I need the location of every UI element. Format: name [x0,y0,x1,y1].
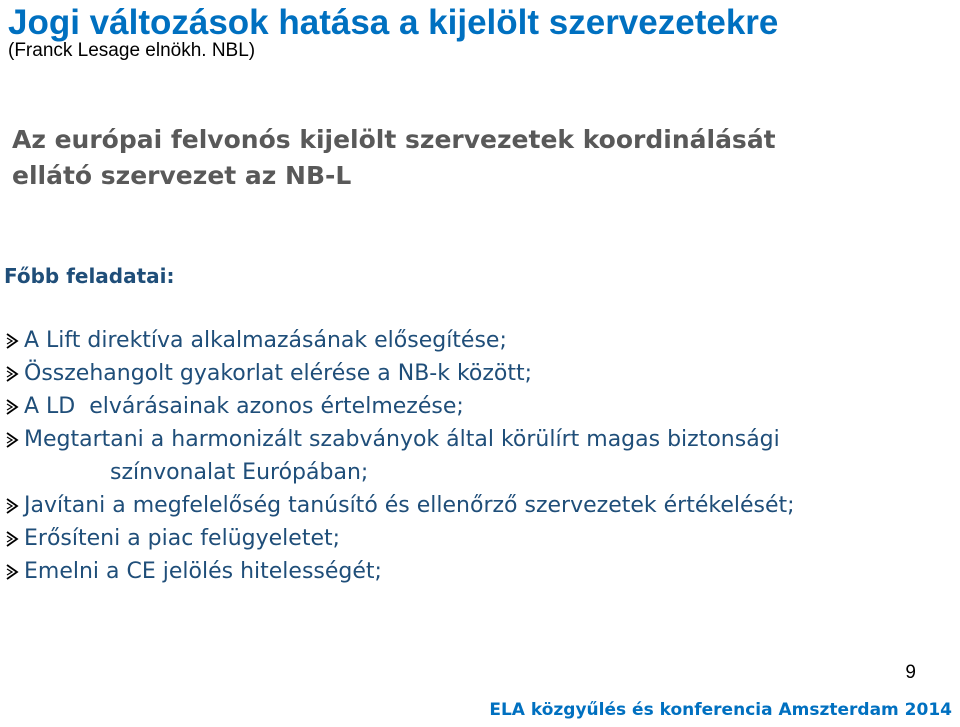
list-item [0,324,795,357]
list-item [0,423,795,489]
list-item [0,522,795,555]
list-item-text: Javítani a megfelelőség tanúsító és ellenőrző szervezetek értékelését; [24,493,795,518]
list-item [0,555,795,588]
list-item-continuation: színvonalat Európában; [110,460,369,485]
slide-title: Jogi változások hatása a kijelölt szervezetekre [8,3,779,42]
list-item [0,357,795,390]
page-number: 9 [905,662,916,683]
arrow-bullet-icon [4,423,22,456]
arrow-bullet-icon [4,324,22,357]
arrow-bullet-icon [4,555,22,588]
list-item-text: A LD elvárásainak azonos értelmezése; [24,394,464,419]
arrow-bullet-icon [4,357,22,390]
arrow-bullet-icon [4,489,22,522]
list-item [0,489,795,522]
list-item-text: Összehangolt gyakorlat elérése a NB-k között; [24,361,533,386]
main-heading-line-1: Az európai felvonós kijelölt szervezetek koordinálását [12,125,776,154]
list-item-text: Erősíteni a piac felügyeletet; [24,526,341,551]
main-heading-line-2: ellátó szervezet az NB-L [12,161,352,190]
list-item-text: Megtartani a harmonizált szabványok által körülírt magas biztonsági [24,427,780,452]
footer-text: ELA közgyűlés és konferencia Amszterdam 2014 [489,700,952,720]
arrow-bullet-icon [4,522,22,555]
list-item [0,390,795,423]
section-label: Főbb feladatai: [4,264,175,288]
list-item-text: Emelni a CE jelölés hitelességét; [24,559,382,584]
slide-subtitle: (Franck Lesage elnökh. NBL) [8,40,256,61]
task-list [0,324,795,588]
list-item-text: A Lift direktíva alkalmazásának elősegítése; [24,328,507,353]
arrow-bullet-icon [4,390,22,423]
